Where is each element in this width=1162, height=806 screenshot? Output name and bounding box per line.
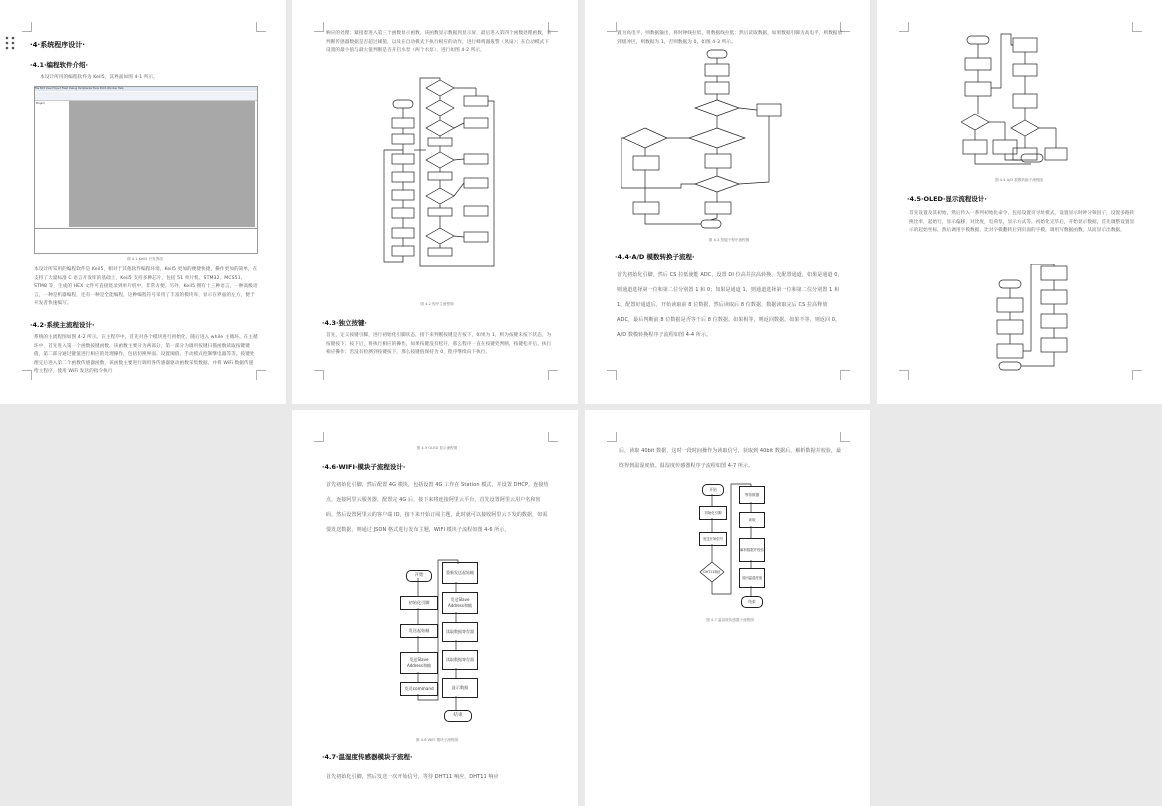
key-flowchart bbox=[621, 48, 801, 234]
flow-step: 发送command bbox=[400, 682, 438, 696]
keil-build-output bbox=[35, 228, 257, 253]
flow-step: 等待数据 bbox=[739, 486, 765, 504]
heading-4-6: ·4.6·WIFI·模块子流程设计· bbox=[322, 463, 406, 471]
paragraph: 系统的主流程图如图 4-2 所示。在主程序中，首先对各个模块进行初始化，随后进入 while 主循环。在主循环中，首先进入第一个函数按键函数，该函数主要分为两部分，第一部分为调用按键扫描函数读取按键键值，第二部分通过键值进行相应的处理操作，包括切换界面、设置阈值、手动模式控制继电器等等。按键处理完后进入第二个函数传感器函数，该函数主要进行调用各传感器驱动函数采集数据，并将 WiFi 数据传递给主程序，使用 WiFi 发送的指令执行 bbox=[34, 335, 258, 375]
crop-mark bbox=[1132, 22, 1142, 32]
flow-step: 读取 bbox=[739, 512, 765, 528]
crop-mark bbox=[314, 22, 324, 32]
flow-step: 发送Slave Address和帧 bbox=[442, 592, 478, 614]
crop-mark bbox=[899, 22, 909, 32]
flow-step: 发送开始信号 bbox=[699, 532, 727, 546]
figure-caption: 图 4-7 温湿度传感器子流程图 bbox=[706, 618, 754, 622]
flow-decision: DHT11响应 bbox=[703, 570, 721, 574]
figure-caption: 图 4-2 程序主流程图 bbox=[420, 302, 454, 306]
flow-start: 开始 bbox=[702, 484, 724, 496]
document-page-5 bbox=[292, 410, 578, 806]
flow-step: 返回温湿度值 bbox=[739, 568, 765, 588]
document-page-1 bbox=[0, 0, 286, 404]
paragraph: 首先初始化引脚，然后发送一次开始信号，等待 DHT11 响应，DHT11 响应 bbox=[326, 774, 499, 780]
flow-step: 发送起始帧 bbox=[400, 624, 438, 638]
document-page-4 bbox=[877, 0, 1162, 404]
flow-step: 发送Slave Address和帧 bbox=[400, 652, 438, 674]
flow-step: 初始化引脚 bbox=[400, 596, 438, 610]
paragraph: 本设计所采用的编程软件是 Keil5，相对于其他软件编程环境，Keil5 更加的便捷快捷，操作更加的简单，在支持了大量标准 C 语言开发库的基础上，Keil5 支持多种芯片，包括 51 单片机、STM32、MCS51、STM8 等，生成的 HEX 文件可直接烧录到单片机中，非常方便。另外，Keil5 拥有十三种语言，一种高级语言，一种是机器编程，还有一种是全能编程，这种编程符号采用了丰富的模块库，显示在界面的左方，便于开发者快速编写。 bbox=[34, 267, 258, 307]
keil-project-panel: Project bbox=[35, 101, 70, 227]
crop-mark bbox=[314, 370, 324, 380]
paragraph: 响应的处理；紧接着进入第三个函数显示函数，该函数显示数据到显示屏，最后进入第四个函数处理函数，来判断传感器数据是否超过阈值，以及在自动模式下执行相应的动作，进行蜂鸣器报警（风扇）；在自动模式下设置的最小值与最大值判断是否开启水泵（两个水泵），进行如图 4-2 所示。 bbox=[326, 31, 552, 54]
crop-mark bbox=[22, 22, 32, 32]
paragraph: 首先初始化引脚，然后 CS 拉低使能 ADC，设置 DI 位高并拉高转换，先配置通道，如果是通道 0，则通道选择第一位和第二位分别置 1 和 0；如果是通道 1，则通道选择第一位和第二位分别置 1 和 1。配置好通道后，开始读取前 8 位数据，然后读取后 8 位数据，数据读取完后 CS 拉高释放 ADC，最后判断前 8 位数据是否等于后 8 位数据，如果相等，则返回数据，如果不等，则返回 0。A/D 数模转换程序子流程如图 4-4 所示。 bbox=[617, 272, 843, 338]
flow-step: 读取数据寄存器 bbox=[442, 650, 478, 670]
flow-step: 显示数据 bbox=[442, 678, 478, 698]
crop-mark bbox=[22, 370, 32, 380]
heading-4-5: ·4.5·OLED·显示流程设计· bbox=[907, 195, 987, 203]
paragraph: 首先，定义按键引脚，进行初始化引脚状态，接下来判断按键是否按下，如果为 1，则为按键未按下状态，为按键按下；按下后，将执行相应的操作，如果按键没有松开，那么程序一直在按键处判断，按键松开后，执行相应操作；若没有检测到按键按下，那么按键值保持为 0，程序继续向下执行。 bbox=[326, 333, 552, 356]
flow-start: 开始 bbox=[406, 570, 432, 582]
paragraph: 首先初始化引脚，然后配置 4G 模块，包括设置 4G 工作在 Station 模式，并设置 DHCP。连接热点，连接阿里云服务器，配置完 4G 后，接下来将连接阿里云平台，首先设置阿里云用户名和密码，然后设置阿里云的客户端 ID，接下来开始订阅主题，此时就可以接收阿里云下发的数据，如需要发送数据，则通过 JSON 格式进行发布主题，WIFI 模块子流程如图 4-6 所示。 bbox=[326, 482, 549, 533]
adc-flowchart bbox=[961, 30, 1071, 166]
paragraph: 置为高电平，则数据输出，将时钟线拉低，将数据线拉低；然后读取数据，如果数据引脚为高电平，则数据放到缓冲区，则数据为 1，否则数据为 0，如图 4-3 所示。 bbox=[617, 31, 843, 45]
keil-menu-bar: File Edit View Project Flash Debug Peripherals Tools SVCS Window Help bbox=[35, 87, 257, 91]
crop-mark bbox=[1132, 370, 1142, 380]
document-page-6 bbox=[585, 410, 870, 806]
crop-mark bbox=[607, 432, 617, 442]
crop-mark bbox=[840, 432, 850, 442]
figure-caption: 图 4-6 WIFI 模块子流程图 bbox=[415, 738, 459, 742]
crop-mark bbox=[607, 22, 617, 32]
keil-editor-area bbox=[69, 101, 255, 227]
flow-step: 读取数据寄存器 bbox=[442, 622, 478, 642]
keil-toolbar bbox=[35, 92, 257, 101]
flow-step: 初始化引脚 bbox=[699, 506, 727, 520]
drag-handle-icon[interactable] bbox=[3, 36, 17, 50]
figure-caption: 图 4-4 A/D 数模转换子流程图 bbox=[994, 178, 1044, 182]
heading-4-2: ·4.2·系统主流程设计· bbox=[30, 321, 95, 329]
crop-mark bbox=[840, 370, 850, 380]
main-flowchart bbox=[380, 76, 500, 268]
keil-screenshot bbox=[34, 86, 258, 254]
paragraph: 后，读取 40bit 数据，这时一段时间操作为读取信号，获取到 40bit 数据后，解析数据并校验，最终得到温湿度值。温湿度传感器程序子流程如图 4-7 所示。 bbox=[619, 448, 842, 469]
flow-end: 结束 bbox=[741, 596, 763, 608]
document-page-2 bbox=[292, 0, 578, 404]
flow-step: 重新发送起始帧 bbox=[442, 562, 478, 584]
crop-mark bbox=[548, 432, 558, 442]
figure-caption: 图 4-1 Keil5 开发界面 bbox=[127, 257, 163, 261]
paragraph: 首先设置及其初始，然后传入一系列初始化命令，包括设置页寻址模式，设置显示时钟分频因子，设置多路转换比率，起始行，显示偏移，对比度，电荷泵，显示方式等。初始化完毕后，开始显示数据，首先调整设置显示的起始坐标，然后调用字模数据，比对字模翻转后到页面的字模，调用写数据函数，从而显示出数据。 bbox=[909, 211, 1135, 234]
oled-flowchart bbox=[995, 264, 1075, 374]
flow-end: 结束 bbox=[444, 710, 472, 722]
figure-caption: 图 4-5 OLED 显示流程图 bbox=[416, 446, 458, 450]
flow-step: 解析数据并校验 bbox=[739, 538, 765, 562]
document-page-3 bbox=[585, 0, 870, 404]
heading-4-1: ·4.1·编程软件介绍· bbox=[30, 61, 88, 69]
crop-mark bbox=[899, 370, 909, 380]
heading-4: ·4·系统程序设计· bbox=[30, 41, 85, 49]
crop-mark bbox=[607, 370, 617, 380]
figure-caption: 图 4-3 按键子程序流程图 bbox=[708, 238, 750, 242]
heading-4-7: ·4.7·温湿度传感器模块子流程· bbox=[322, 753, 413, 761]
paragraph: 本设计所用的编程软件为 Keil5，其界面如图 4-1 所示。 bbox=[40, 75, 158, 80]
crop-mark bbox=[256, 22, 266, 32]
heading-4-4: ·4.4·A/D 模数转换子流程· bbox=[615, 253, 695, 261]
crop-mark bbox=[314, 432, 324, 442]
heading-4-3: ·4.3·独立按键· bbox=[322, 319, 367, 327]
